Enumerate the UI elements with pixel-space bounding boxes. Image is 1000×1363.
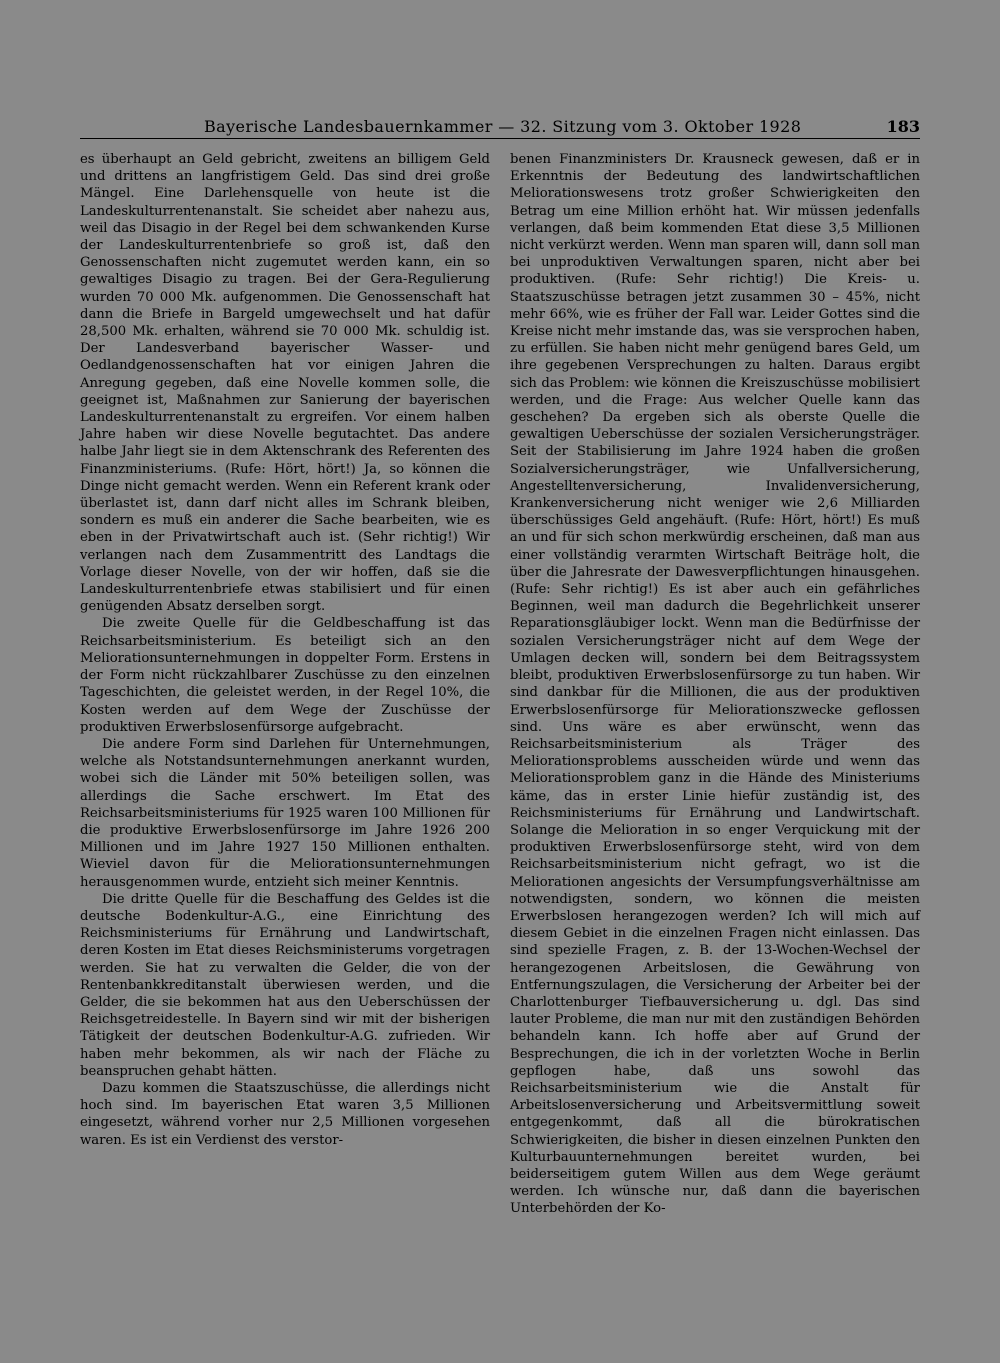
paragraph: Die dritte Quelle für die Beschaffung des Geldes ist die deutsche Bodenkultur-A.G., eine Einrichtung des Reichsministeriums für Ernährung und Landwirtschaft, deren Kosten im Etat dieses Reichsministerums vorgetragen werden. Sie hat zu verwalten die Gelder, die von der Rentenbankkreditanstalt überwiesen werden, und die Gelder, die sie bekommen hat aus den Ueberschüssen der Reichsgetreidestelle. In Bayern sind wir mit der bisherigen Tätigkeit der deutschen Bodenkultur-A.G. zufrieden. Wir haben mehr bekommen, als wir nach der Fläche zu beanspruchen gehabt hätten. bbox=[80, 891, 490, 1079]
paragraph: Dazu kommen die Staatszuschüsse, die allerdings nicht hoch sind. Im bayerischen Etat waren 3,5 Millionen eingesetzt, während vorher nur 2,5 Millionen vorgesehen waren. Es ist ein Verdienst des verstor- bbox=[80, 1080, 490, 1148]
paragraph: Die zweite Quelle für die Geldbeschaffung ist das Reichsarbeitsministerium. Es beteiligt sich an den Meliorationsunternehmungen in doppelter Form. Erstens in der Form nicht rückzahlbarer Zuschüsse zu den einzelnen Tageschichten, die geleistet werden, in der Regel 10%, die Kosten werden auf dem Wege der Zuschüsse der produktiven Erwerbslosenfürsorge aufgebracht. bbox=[80, 616, 490, 735]
paragraph: Die andere Form sind Darlehen für Unternehmungen, welche als Notstandsunternehmungen anerkannt wurden, wobei sich die Länder mit 50% beteiligen sollen, was allerdings die Sache erschwert. Im Etat des Reichsarbeitsministeriums für 1925 waren 100 Millionen für die produktive Erwerbslosenfürsorge im Jahre 1926 200 Millionen und im Jahre 1927 150 Millionen enthalten. Wieviel davon für die Meliorationsunternehmungen herausgenommen wurde, entzieht sich meiner Kenntnis. bbox=[80, 736, 490, 890]
right-column bbox=[510, 151, 920, 1218]
paragraph: es überhaupt an Geld gebricht, zweitens an billigem Geld und drittens an langfristigem Geld. Das sind drei große Mängel. Eine Darlehensquelle von heute ist die Landeskulturrentenanstalt. Sie scheidet aber nahezu aus, weil das Disagio in der Regel bei dem schwankenden Kurse der Landeskulturrentenbriefe so groß ist, daß den Genossenschaften nicht zugemutet werden kann, ein so gewaltiges Disagio zu tragen. Bei der Gera-Regulierung wurden 70 000 Mk. aufgenommen. Die Genossenschaft hat dann die Briefe in Bargeld umgewechselt und hat dafür 28,500 Mk. erhalten, während sie 70 000 Mk. schuldig ist. Der Landesverband bayerischer Wasser- und Oedlandgenossenschaften hat vor einigen Jahren die Anregung gegeben, daß eine Novelle kommen solle, die geeignet ist, Maßnahmen zur Sanierung der bayerischen Landeskulturrentenanstalt zu ergreifen. Vor einem halben Jahre haben wir diese Novelle begutachtet. Das andere halbe Jahr liegt sie in dem Aktenschrank des Referenten des Finanzministeriums. (Rufe: Hört, hört!) Ja, so können die Dinge nicht gemacht werden. Wenn ein Referent krank oder überlastet ist, dann darf nicht alles im Schrank bleiben, sondern es muß ein anderer die Sache bearbeiten, wie es eben in der Privatwirtschaft auch ist. (Sehr richtig!) Wir verlangen nach dem Zusammentritt des Landtags die Vorlage dieser Novelle, von der wir hoffen, daß sie die Landeskulturrentenbriefe etwas stabilisiert und für einen genügenden Absatz derselben sorgt. bbox=[80, 152, 490, 615]
header-rule bbox=[80, 138, 920, 139]
page-header bbox=[80, 116, 920, 140]
paragraph: benen Finanzministers Dr. Krausneck gewesen, daß er in Erkenntnis der Bedeutung des landwirtschaftlichen Meliorationswesens trotz großer Schwierigkeiten den Betrag um eine Million erhöht hat. Wir müssen jedenfalls verlangen, daß beim kommenden Etat diese 3,5 Millionen nicht verkürzt werden. Wenn man sparen will, dann soll man bei unproduktiven Verwaltungen sparen, nicht aber bei produktiven. (Rufe: Sehr richtig!) Die Kreis- u. Staatszuschüsse betragen jetzt zusammen 30 – 45%, nicht mehr 66%, wie es früher der Fall war. Leider Gottes sind die Kreise nicht mehr imstande das, was sie versprochen haben, zu erfüllen. Sie haben nicht mehr genügend bares Geld, um ihre gegebenen Versprechungen zu halten. Daraus ergibt sich das Problem: wie können die Kreiszuschüsse mobilisiert werden, und die Frage: Aus welcher Quelle kann das geschehen? Da ergeben sich als oberste Quelle die gewaltigen Ueberschüsse der sozialen Versicherungsträger. Seit der Stabilisierung im Jahre 1924 haben die großen Sozialversicherungsträger, wie Unfallversicherung, Angestelltenversicherung, Invalidenversicherung, Krankenversicherung nicht weniger wie 2,6 Milliarden überschüssiges Geld angehäuft. (Rufe: Hört, hört!) Es muß an und für sich schon merkwürdig erscheinen, daß man aus einer vollständig verarmten Wirtschaft Beiträge holt, die über die Jahresrate der Dawesverpflichtungen hinausgehen. (Rufe: Sehr richtig!) Es ist aber auch ein gefährliches Beginnen, weil man dadurch die Begehrlichkeit unserer Reparationsgläubiger lockt. Wenn man die Bedürfnisse der sozialen Versicherungsträger nicht auf dem Wege der Umlagen decken will, sondern bei dem Beitragssystem bleibt, produktiven Erwerbslosenfürsorge zu tun haben. Wir sind dankbar für die Millionen, die aus der produktiven Erwerbslosenfürsorge für Meliorationszwecke geflossen sind. Uns wäre es aber erwünscht, wenn das Reichsarbeitsministerium als Träger des Meliorationsproblems ausscheiden würde und wenn das Meliorationsproblem ganz in die Hände des Ministeriums käme, das in erster Linie hiefür zuständig ist, des Reichsministeriums für Ernährung und Landwirtschaft. Solange die Melioration in so enger Verquickung mit der produktiven Erwerbslosenfürsorge steht, wird von dem Reichsarbeitsministerium nicht gefragt, wo ist die Meliorationen angesichts der Versumpfungsverhältnisse am notwendigsten, sondern, wo können die meisten Erwerbslosen herangezogen werden? Ich will mich auf diesem Gebiet in die einzelnen Fragen nicht einlassen. Das sind spezielle Fragen, z. B. der 13-Wochen-Wechsel der herangezogenen Arbeitslosen, die Gewährung von Entfernungszulagen, die Versicherung der Arbeiter bei der Charlottenburger Tiefbauversicherung u. dgl. Das sind lauter Probleme, die man nur mit den zuständigen Behörden behandeln kann. Ich hoffe aber auf Grund der Besprechungen, die ich in der vorletzten Woche in Berlin gepflogen habe, daß uns sowohl das Reichsarbeitsministerium wie die Anstalt für Arbeitslosenversicherung und Arbeitsvermittlung soweit entgegenkommt, daß all die bürokratischen Schwierigkeiten, die bisher in diesen einzelnen Punkten den Kulturbauunternehmungen bereitet wurden, bei beiderseitigem gutem Willen aus dem Wege geräumt werden. Ich wünsche nur, daß dann die bayerischen Unterbehörden der Ko- bbox=[510, 152, 920, 1217]
left-column bbox=[80, 151, 490, 1149]
running-head: Bayerische Landesbauernkammer — 32. Sitzung vom 3. Oktober 1928 bbox=[204, 117, 802, 136]
page-number: 183 bbox=[886, 117, 920, 136]
